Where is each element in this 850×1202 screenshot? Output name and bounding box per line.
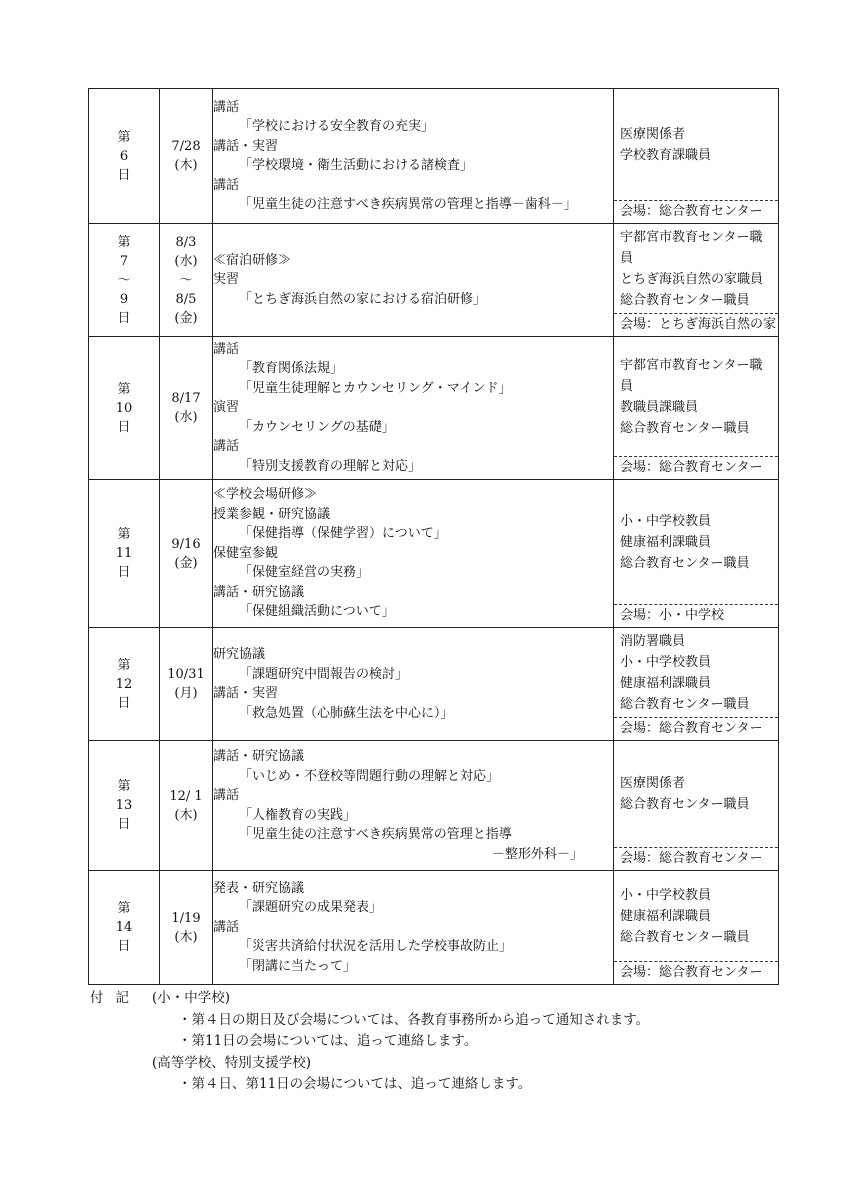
staff-list (614, 338, 778, 456)
content-line: 講話 (213, 341, 240, 357)
staff-item: 教職員課職員 (620, 399, 699, 415)
date-text: (金) (174, 310, 198, 326)
content-cell (213, 224, 614, 337)
note-line (90, 1074, 790, 1096)
day-text: 第 (117, 129, 131, 145)
schedule-row (89, 628, 779, 741)
content-line: 「閉講に当たって」 (239, 958, 357, 974)
note-line (90, 1010, 790, 1032)
staff-list (614, 225, 778, 313)
schedule-row (89, 871, 779, 985)
date-text: 1/19 (171, 910, 201, 926)
staff-item: 健康福利課職員 (620, 908, 712, 924)
content-line: 講話 (213, 439, 240, 455)
day-text: 日 (117, 939, 131, 954)
day-text: 日 (117, 310, 131, 326)
staff-item: とちぎ海浜自然の家職員 (620, 271, 764, 287)
date-text: 8/17 (171, 391, 201, 406)
schedule-row (89, 337, 779, 480)
day-text: 10 (115, 400, 133, 416)
day-text: 第 (117, 527, 131, 542)
content-line: 講話・実習 (213, 138, 279, 154)
staff-item: 総合教育センター職員 (620, 420, 750, 436)
day-cell (89, 480, 160, 628)
date-text: 7/28 (171, 139, 201, 154)
content-line: 講話・研究協議 (213, 749, 305, 764)
note-text: ・第11日の会場については、追って連絡します。 (178, 1033, 478, 1049)
staff-item: 総合教育センター職員 (620, 292, 750, 308)
day-text: 日 (117, 419, 131, 435)
staff-item: 学校教育課職員 (620, 147, 712, 163)
content-line: 授業参観・研究協議 (213, 506, 331, 522)
content-line: ≪学校会場研修≫ (213, 487, 318, 503)
note-text: ・第４日、第11日の会場については、追って連絡します。 (178, 1076, 532, 1092)
content-line: 「災害共済給付状況を活用した学校事故防止」 (239, 939, 513, 955)
date-cell (160, 871, 213, 985)
content-line: 講話 (213, 99, 240, 115)
content-cell (213, 480, 614, 628)
content-line: 「学校における安全教育の充実」 (239, 119, 435, 134)
staff-cell (614, 89, 779, 224)
note-text: (小・中学校) (152, 990, 231, 1006)
content-line: 「保健指導（保健学習）について」 (239, 526, 447, 542)
venue-label: 会場：とちぎ海浜自然の家 (614, 313, 778, 336)
day-text: 第 (117, 234, 131, 250)
content-line: 「学校環境・衛生活動における諸検査」 (239, 158, 474, 173)
staff-item: 総合教育センター職員 (620, 555, 750, 571)
staff-item: 小・中学校教員 (620, 887, 712, 903)
venue-label: 会場：総合教育センター (614, 847, 778, 870)
note-line (90, 1053, 790, 1075)
schedule-row (89, 89, 779, 224)
day-cell (89, 89, 160, 224)
content-cell (213, 741, 614, 871)
notes-label: 付記 (90, 990, 141, 1006)
content-line: 研究協議 (213, 647, 266, 662)
staff-cell (614, 224, 779, 337)
venue-label: 会場：総合教育センター (614, 717, 778, 740)
day-text: 11 (115, 546, 133, 561)
staff-list (614, 742, 778, 847)
staff-cell (614, 628, 779, 741)
note-text: (高等学校、特別支援学校) (152, 1054, 312, 1071)
day-text: 第 (117, 381, 131, 397)
day-text: 日 (117, 695, 131, 711)
staff-item: 総合教育センター職員 (620, 797, 750, 812)
day-text: ～ (117, 272, 131, 288)
venue-label: 会場：総合教育センター (614, 456, 778, 479)
date-cell (160, 224, 213, 337)
date-text: (水) (174, 253, 198, 269)
day-text: 日 (117, 167, 131, 183)
staff-item: 総合教育センター職員 (620, 696, 750, 712)
day-text: 6 (119, 148, 129, 164)
staff-item: 総合教育センター職員 (620, 929, 750, 945)
content-line: 演習 (213, 400, 240, 416)
staff-item: 消防署職員 (620, 633, 686, 649)
staff-item: 宇都宮市教育センター職員 (620, 229, 763, 266)
content-line: 講話 (213, 177, 240, 193)
notes-section (90, 988, 790, 1096)
date-text: 12/ 1 (169, 788, 203, 804)
day-text: 14 (115, 920, 133, 935)
date-text: (木) (174, 929, 198, 945)
day-text: 第 (117, 657, 131, 673)
date-cell (160, 628, 213, 741)
content-line: 「人権教育の実践」 (239, 807, 357, 823)
day-text: 7 (119, 253, 129, 269)
content-line: 「課題研究の成果発表」 (239, 900, 383, 916)
content-line: 「とちぎ海浜自然の家における宿泊研修」 (239, 291, 487, 307)
content-cell (213, 89, 614, 224)
day-cell (89, 741, 160, 871)
staff-item: 健康福利課職員 (620, 675, 712, 691)
staff-item: 小・中学校教員 (620, 654, 712, 670)
day-cell (89, 628, 160, 741)
content-line: 保健室参観 (213, 545, 279, 561)
date-cell (160, 741, 213, 871)
staff-item: 小・中学校教員 (620, 513, 712, 529)
day-text: 第 (117, 901, 131, 916)
date-text: (木) (174, 158, 198, 173)
note-line (90, 1031, 790, 1053)
date-text: (月) (174, 686, 198, 701)
staff-item: 宇都宮市教育センター職員 (620, 357, 763, 394)
content-line: 講話 (213, 919, 240, 935)
content-line: 「保健組織活動について」 (239, 604, 395, 620)
content-line: 「教育関係法規」 (239, 361, 344, 377)
day-cell (89, 871, 160, 985)
schedule-table (88, 88, 779, 985)
staff-list (614, 629, 778, 717)
staff-item: 医療関係者 (620, 126, 686, 142)
date-text: 10/31 (167, 667, 205, 682)
day-text: 日 (117, 565, 131, 580)
staff-cell (614, 741, 779, 871)
content-line: 「特別支援教育の理解と対応」 (239, 458, 422, 474)
schedule-row (89, 741, 779, 871)
content-line: 講話 (213, 788, 240, 803)
venue-label: 会場：総合教育センター (614, 961, 778, 984)
staff-item: 医療関係者 (620, 776, 686, 791)
day-text: 12 (115, 676, 133, 692)
staff-list (614, 90, 778, 200)
day-text: 第 (117, 779, 131, 794)
content-cell (213, 628, 614, 741)
date-text: 9/16 (171, 536, 201, 552)
content-line: 「課題研究中間報告の検討」 (239, 666, 409, 682)
date-text: ～ (179, 272, 193, 288)
content-line: 「児童生徒の注意すべき疾病異常の管理と指導－歯科－」 (239, 197, 577, 212)
date-text: 8/5 (175, 291, 197, 307)
staff-list (614, 872, 778, 961)
day-cell (89, 224, 160, 337)
content-line: 「救急処置（心肺蘇生法を中心に）」 (239, 705, 454, 721)
venue-label: 会場：小・中学校 (614, 604, 778, 627)
date-text: (水) (174, 410, 198, 425)
date-text: (木) (174, 807, 198, 823)
day-text: 日 (117, 817, 131, 832)
date-cell (160, 480, 213, 628)
content-line: －整形外科－」 (491, 846, 583, 862)
day-text: 9 (119, 291, 129, 307)
staff-cell (614, 871, 779, 985)
content-line: 講話・実習 (213, 686, 279, 701)
date-cell (160, 337, 213, 480)
content-line: 実習 (213, 272, 240, 288)
date-text: (金) (174, 555, 198, 571)
content-line: 「児童生徒の注意すべき疾病異常の管理と指導 (239, 827, 512, 842)
content-line: ≪宿泊研修≫ (213, 252, 292, 268)
note-text: ・第４日の期日及び会場については、各教育事務所から追って通知されます。 (178, 1011, 650, 1028)
date-text: 8/3 (175, 234, 197, 250)
content-line: 発表・研究協議 (213, 880, 305, 896)
staff-cell (614, 480, 779, 628)
content-line: 講話・研究協議 (213, 584, 305, 600)
content-cell (213, 871, 614, 985)
day-cell (89, 337, 160, 480)
schedule-row (89, 224, 779, 337)
venue-label: 会場：総合教育センター (614, 200, 778, 223)
content-line: 「カウンセリングの基礎」 (239, 419, 395, 435)
note-line (90, 988, 790, 1010)
content-line: 「いじめ・不登校等問題行動の理解と対応」 (239, 768, 500, 784)
staff-cell (614, 337, 779, 480)
schedule-row (89, 480, 779, 628)
content-line: 「保健室経営の実務」 (239, 565, 370, 581)
content-cell (213, 337, 614, 480)
staff-item: 健康福利課職員 (620, 534, 712, 550)
date-cell (160, 89, 213, 224)
day-text: 13 (115, 798, 133, 813)
staff-list (614, 481, 778, 604)
content-line: 「児童生徒理解とカウンセリング・マインド」 (239, 380, 512, 396)
